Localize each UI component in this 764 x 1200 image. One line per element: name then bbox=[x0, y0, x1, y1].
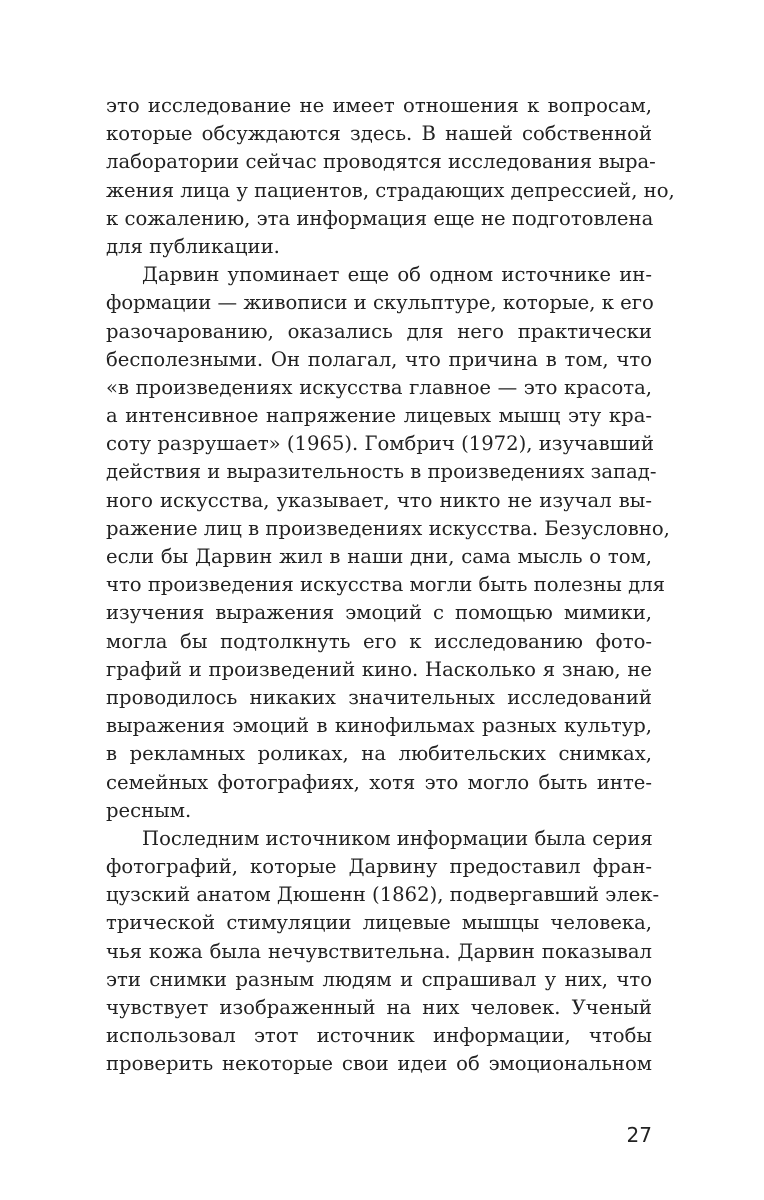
text-line: использовал этот источник информации, чтобы bbox=[106, 1024, 652, 1048]
text-line: ресным. bbox=[106, 798, 192, 822]
text-line: что произведения искусства могли быть полезны для bbox=[106, 573, 665, 597]
page-number: 27 bbox=[626, 1123, 652, 1147]
text-line: а интенсивное напряжение лицевых мышц эту кра- bbox=[106, 404, 652, 428]
text-line: если бы Дарвин жил в наши дни, сама мысль о том, bbox=[106, 545, 652, 568]
body-text bbox=[106, 92, 675, 1079]
paragraph-start-line: Последним источником информации была серия bbox=[142, 826, 653, 850]
paragraph-start-line: Дарвин упоминает еще об одном источнике ин- bbox=[142, 263, 652, 287]
text-line: ражение лиц в произведениях искусства. Безусловно, bbox=[106, 516, 670, 540]
text-line: разочарованию, оказались для него практически bbox=[106, 319, 652, 343]
text-line: ного искусства, указывает, что никто не изучал вы- bbox=[106, 488, 652, 512]
text-line: фотографий, которые Дарвину предоставил фран- bbox=[106, 855, 652, 879]
text-line: которые обсуждаются здесь. В нашей собственной bbox=[106, 122, 652, 146]
text-line: трической стимуляции лицевые мышцы человека, bbox=[106, 911, 652, 935]
text-line: проводилось никаких значительных исследований bbox=[106, 685, 652, 709]
text-line: это исследование не имеет отношения к вопросам, bbox=[106, 94, 652, 117]
text-line: цузский анатом Дюшенн (1862), подвергавший элек- bbox=[106, 883, 660, 907]
text-line: могла бы подтолкнуть его к исследованию фото- bbox=[106, 629, 652, 653]
text-line: чувствует изображенный на них человек. Ученый bbox=[106, 996, 652, 1019]
text-line: в рекламных роликах, на любительских снимках, bbox=[106, 742, 652, 766]
text-line: чья кожа была нечувствительна. Дарвин показывал bbox=[106, 939, 652, 963]
text-line: бесполезными. Он полагал, что причина в том, что bbox=[106, 347, 652, 371]
text-line: соту разрушает» (1965). Гомбрич (1972), изучавший bbox=[106, 432, 654, 456]
text-line: изучения выражения эмоций с помощью мимики, bbox=[106, 601, 652, 625]
text-line: формации — живописи и скульптуре, которые, к его bbox=[106, 291, 654, 315]
text-line: семейных фотографиях, хотя это могло быть инте- bbox=[106, 770, 652, 794]
text-line: лаборатории сейчас проводятся исследования выра- bbox=[106, 150, 656, 174]
text-line: к сожалению, эта информация еще не подготовлена bbox=[106, 206, 654, 230]
text-line: «в произведениях искусства главное — это красота, bbox=[106, 375, 652, 399]
text-line: эти снимки разным людям и спрашивал у них, что bbox=[106, 967, 652, 991]
text-line: жения лица у пациентов, страдающих депрессией, но, bbox=[106, 178, 675, 202]
text-line: для публикации. bbox=[106, 234, 280, 258]
text-line: графий и произведений кино. Насколько я знаю, не bbox=[106, 657, 652, 681]
text-line: выражения эмоций в кинофильмах разных культур, bbox=[106, 714, 652, 738]
text-line: проверить некоторые свои идеи об эмоциональном bbox=[106, 1052, 652, 1076]
text-line: действия и выразительность в произведениях запад- bbox=[106, 460, 657, 484]
